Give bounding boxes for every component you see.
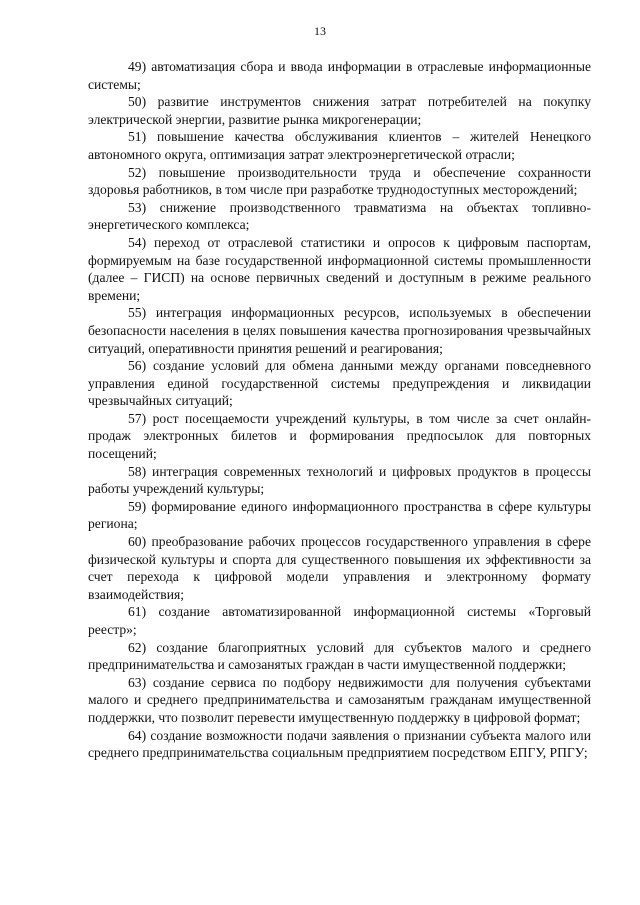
- list-item: 52) повышение производительности труда и обеспечение сохранности здоровья работников, в том числе при разработке труднодоступных месторождений;: [88, 164, 591, 198]
- list-item: 58) интеграция современных технологий и цифровых продуктов в процессы работы учреждений культуры;: [88, 463, 591, 497]
- list-item: 61) создание автоматизированной информационной системы «Торговый реестр»;: [88, 604, 591, 637]
- list-item: 57) рост посещаемости учреждений культуры, в том числе за счет онлайн-продаж электронных билетов и формирования предпосылок для повторных посещений;: [88, 410, 591, 462]
- page-number: 13: [314, 24, 326, 38]
- list-item: 50) развитие инструментов снижения затрат потребителей на покупку электрической энергии, развитие рынка микрогенерации;: [88, 94, 591, 127]
- list-item: 55) интеграция информационных ресурсов, используемых в обеспечении безопасности населения в целях повышения качества прогнозирования чрезвычайных ситуаций, оперативности принятия решений и реагирования;: [88, 305, 591, 356]
- list-item: 51) повышение качества обслуживания клиентов – жителей Ненецкого автономного округа, оптимизация затрат электроэнергетической отрасли;: [88, 129, 591, 162]
- list-item: 64) создание возможности подачи заявления о признании субъекта малого или среднего предпринимательства социальным предприятием посредством ЕПГУ, РПГУ;: [88, 727, 591, 761]
- list-item: 59) формирование единого информационного пространства в сфере культуры региона;: [88, 498, 591, 532]
- list-item: 62) создание благоприятных условий для субъектов малого и среднего предпринимательства и самозанятых граждан в части имущественной поддержки;: [88, 639, 591, 673]
- document-body: [88, 58, 591, 762]
- list-item: 63) создание сервиса по подбору недвижимости для получения субъектами малого и среднего предпринимательства и самозанятым гражданам имущественной поддержки, что позволит перевести имущественную поддержку в цифровой формат;: [88, 674, 591, 725]
- list-item: 54) переход от отраслевой статистики и опросов к цифровым паспортам, формируемым на базе государственной информационной системы промышленности (далее – ГИСП) на основе первичных сведений и доступным в режиме реального времени;: [88, 234, 591, 303]
- list-item: 49) автоматизация сбора и ввода информации в отраслевые информационные системы;: [88, 59, 591, 92]
- list-item: 53) снижение производственного травматизма на объектах топливно-энергетического комплекса;: [88, 199, 591, 233]
- list-item: 56) создание условий для обмена данными между органами повседневного управления единой государственной системы предупреждения и ликвидации чрезвычайных ситуаций;: [88, 358, 591, 409]
- list-item: 60) преобразование рабочих процессов государственного управления в сфере физической культуры и спорта для существенного повышения их эффективности за счет перехода к цифровой модели управления и электронному формату взаимодействия;: [88, 534, 591, 602]
